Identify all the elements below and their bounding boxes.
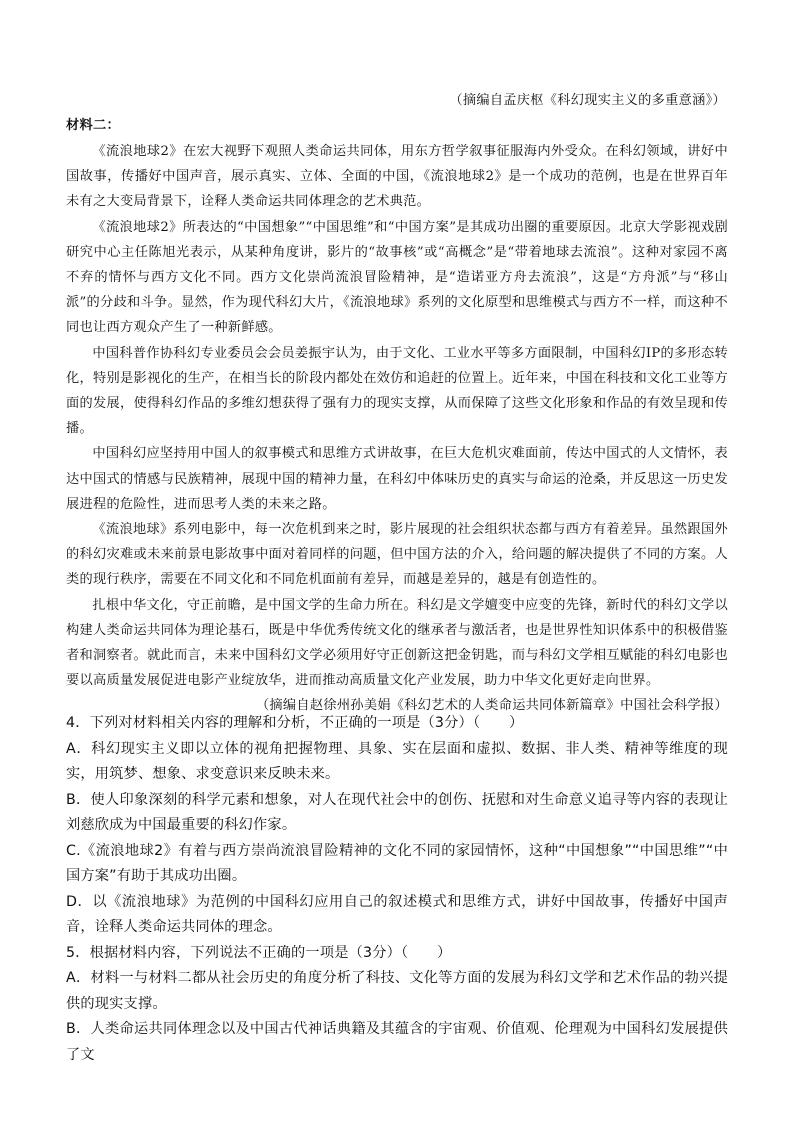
passage-paragraph: 中国科普作协科幻专业委员会会员姜振宇认为，由于文化、工业水平等多方面限制，中国科幻IP的多形态转化，特别是影视化的生产，在相当长的阶段内都处在效仿和追赶的位置上。近年来，中国在科技和文化工业等方面的发展，使得科幻作品的多维幻想获得了强有力的现实支撑，从而保障了这些文化形象和作品的有效呈现和传播。 [66,345,728,437]
material-two-source: （摘编自赵徐州孙美娟《科幻艺术的人类命运共同体新篇章》中国社会科学报） [255,698,728,714]
questions-section [66,711,728,1068]
passage-paragraph: 中国科幻应坚持用中国人的叙事模式和思维方式讲故事，在巨大危机灾难面前，传达中国式的人文情怀，表达中国式的情感与民族精神，展现中国的精神力量，在科幻中体味历史的真实与命运的沧桑，并反思这一历史发展进程的危险性，进而思考人类的未来之路。 [66,446,728,512]
question-5-option-a: A．材料一与材料二都从社会历史的角度分析了科技、文化等方面的发展为科幻文学和艺术作品的勃兴提供的现实支撑。 [66,970,728,1012]
question-5-stem: 5．根据材料内容，下列说法不正确的一项是（3分）（ ） [66,944,452,961]
question-4-option-d: D．以《流浪地球》为范例的中国科幻应用自己的叙述模式和思维方式，讲好中国故事，传播好中国声音，诠释人类命运共同体的理念。 [66,893,728,935]
material-two-title: 材料二： [66,118,120,133]
question-4-option-c: C.《流浪地球2》有着与西方崇尚流浪冒险精神的文化不同的家园情怀，这种“中国想象”“中国思维”“中国方案”有助于其成功出圈。 [66,842,728,884]
passage-paragraph: 扎根中华文化，守正前瞻，是中国文学的生命力所在。科幻是文学嬗变中应变的先锋，新时代的科幻文学以构建人类命运共同体为理论基石，既是中华优秀传统文化的继承者与激活者，也是世界性知识体系中的积极借鉴者和洞察者。就此而言，未来中国科幻文学必须用好守正创新这把金钥匙，而与科幻文学相互赋能的科幻电影也要以高质量发展促进电影产业绽放华，进而推动高质量文化产业发展，助力中华文化更好走向世界。 [66,597,728,689]
question-5-option-b: B．人类命运共同体理念以及中国古代神话典籍及其蕴含的宇宙观、价值观、伦理观为中国科幻发展提供了文 [66,1021,728,1063]
passage-paragraph: 《流浪地球2》所表达的“中国想象”“中国思维”和“中国方案”是其成功出圈的重要原因。北京大学影视戏剧研究中心主任陈旭光表示，从某种角度讲，影片的“故事核”或“高概念”是“带着地球去流浪”。这种对家园不离不弃的情怀与西方文化不同。西方文化崇尚流浪冒险精神，是“造诺亚方舟去流浪”，这是“方舟派”与“移山派”的分歧和斗争。显然，作为现代科幻大片，《流浪地球》系列的文化原型和思维模式与西方不一样，而这种不同也让西方观众产生了一种新鲜感。 [66,219,728,336]
material-two-passage [66,139,728,719]
question-4-stem: 4．下列对材料相关内容的理解和分析，不正确的一项是（3分）（ ） [66,715,524,731]
question-4-option-a: A．科幻现实主义即以立体的视角把握物理、具象、实在层面和虚拟、数据、非人类、精神等维度的现实，用筑梦、想象、求变意识来反映未来。 [66,740,728,782]
material-one-source: （摘编自孟庆枢《科幻现实主义的多重意涵》） [449,93,726,108]
question-4-option-b: B．使人印象深刻的科学元素和想象，对人在现代社会中的创伤、抚慰和对生命意义追寻等内容的表现让刘慈欣成为中国最重要的科幻作家。 [66,791,728,833]
passage-paragraph: 《流浪地球》系列电影中，每一次危机到来之时，影片展现的社会组织状态都与西方有着差异。虽然跟国外的科幻灾难或未来前景电影故事中面对着同样的问题，但中国方法的介入，给问题的解决提供了不同的方案。人类的现行秩序，需要在不同文化和不同危机面前有差异，而越是差异的，越是有创造性的。 [66,522,728,588]
passage-paragraph: 《流浪地球2》在宏大视野下观照人类命运共同体，用东方哲学叙事征服海内外受众。在科幻领域，讲好中国故事，传播好中国声音，展示真实、立体、全面的中国，《流浪地球2》是一个成功的范例，也是在世界百年未有之大变局背景下，诠释人类命运共同体理念的艺术典范。 [66,144,728,210]
